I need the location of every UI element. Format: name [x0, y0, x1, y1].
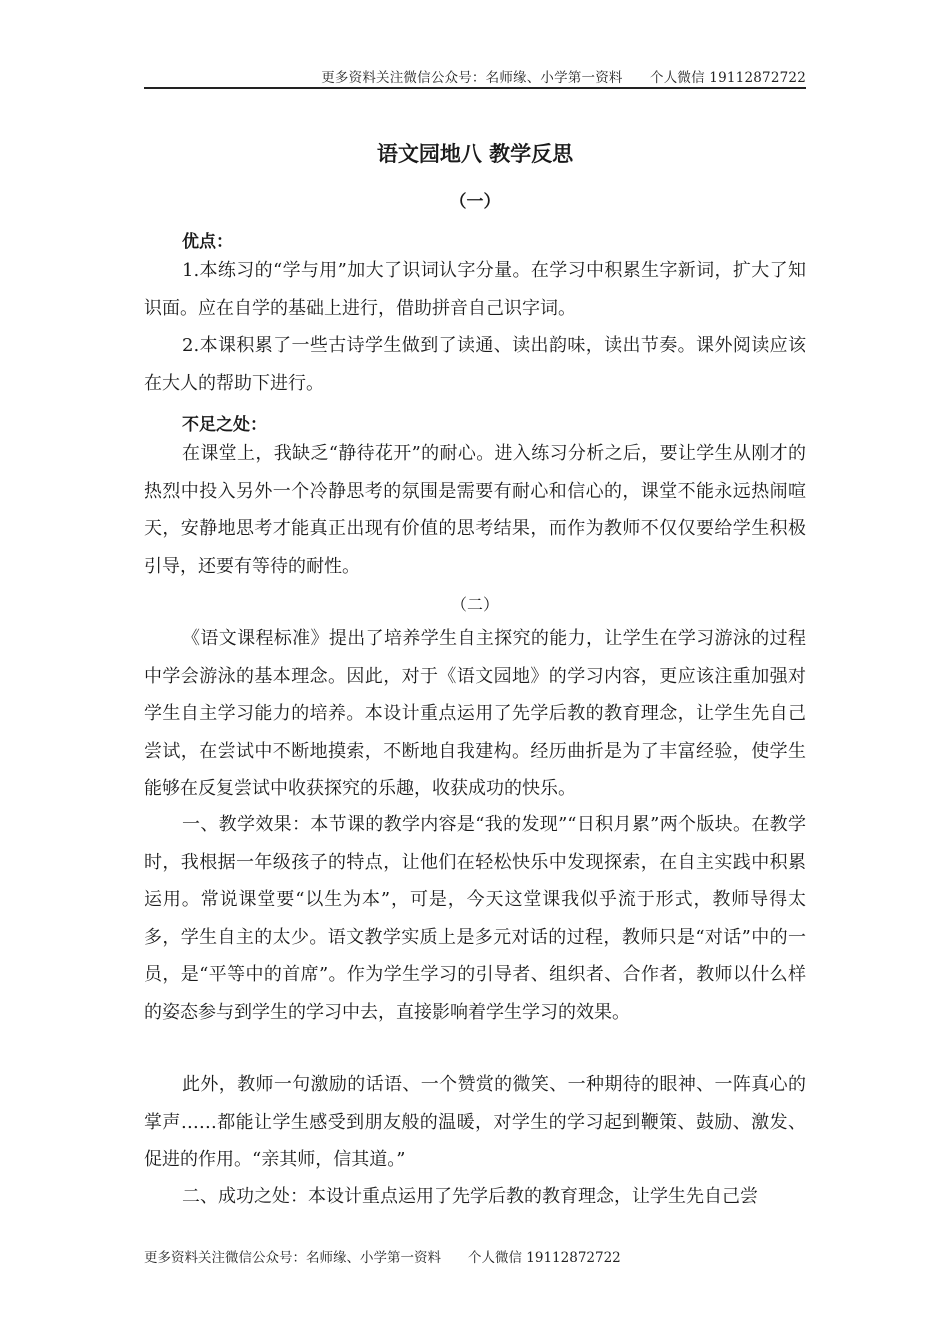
advantage-paragraph-2: 2.本课积累了一些古诗学生做到了读通、读出韵味，读出节奏。课外阅读应该在大人的帮助下进行。: [144, 335, 806, 394]
section-2-paragraph-2: 一、教学效果：本节课的教学内容是“我的发现”“日积月累”两个版块。在教学时，我根据一年级孩子的特点，让他们在轻松快乐中发现探索，在自主实践中积累运用。常说课堂要“以生为本”，可是，今天这堂课我似乎流于形式，教师导得太多，学生自主的太少。语文教学实质上是多元对话的过程，教师只是“对话”中的一员，是“平等中的首席”。作为学生学习的引导者、组织者、合作者，教师以什么样的姿态参与到学生的学习中去，直接影响着学生学习的效果。: [144, 814, 806, 1023]
shortcomings-heading: 不足之处：: [182, 415, 267, 435]
page-footer: 更多资料关注微信公众号：名师缘、小学第一资料 个人微信 19112872722: [144, 1250, 621, 1266]
section-2-paragraph-1: 《语文课程标准》提出了培养学生自主探究的能力，让学生在学习游泳的过程中学会游泳的基本理念。因此，对于《语文园地》的学习内容，更应该注重加强对学生自主学习能力的培养。本设计重点运用了先学后教的教育理念，让学生先自己尝试，在尝试中不断地摸索，不断地自我建构。经历曲折是为了丰富经验，使学生能够在反复尝试中收获探究的乐趣，收获成功的快乐。: [144, 628, 806, 799]
shortcoming-paragraph: 在课堂上，我缺乏“静待花开”的耐心。进入练习分析之后，要让学生从刚才的热烈中投入另外一个冷静思考的氛围是需要有耐心和信心的，课堂不能永远热闹喧天，安静地思考才能真正出现有价值的思考结果，而作为教师不仅仅要给学生积极引导，还要有等待的耐性。: [144, 443, 806, 577]
section-2-paragraph-4: 二、成功之处：本设计重点运用了先学后教的教育理念，让学生先自己尝: [182, 1186, 758, 1207]
header-divider: [144, 87, 806, 89]
advantage-paragraph-1: 1.本练习的“学与用”加大了识词认字分量。在学习中积累生字新词，扩大了知识面。应在自学的基础上进行，借助拼音自己识字词。: [144, 260, 806, 319]
section-2-paragraph-3: 此外，教师一句激励的话语、一个赞赏的微笑、一种期待的眼神、一阵真心的掌声……都能让学生感受到朋友般的温暖，对学生的学习起到鞭策、鼓励、激发、促进的作用。“亲其师，信其道。”: [144, 1074, 806, 1170]
page-header: 更多资料关注微信公众号：名师缘、小学第一资料 个人微信 19112872722: [321, 70, 806, 86]
document-title: 语文园地八 教学反思: [376, 141, 574, 166]
advantages-heading: 优点：: [182, 232, 233, 252]
section-1-label: （一）: [449, 192, 501, 212]
section-2-label: （二）: [450, 595, 499, 614]
